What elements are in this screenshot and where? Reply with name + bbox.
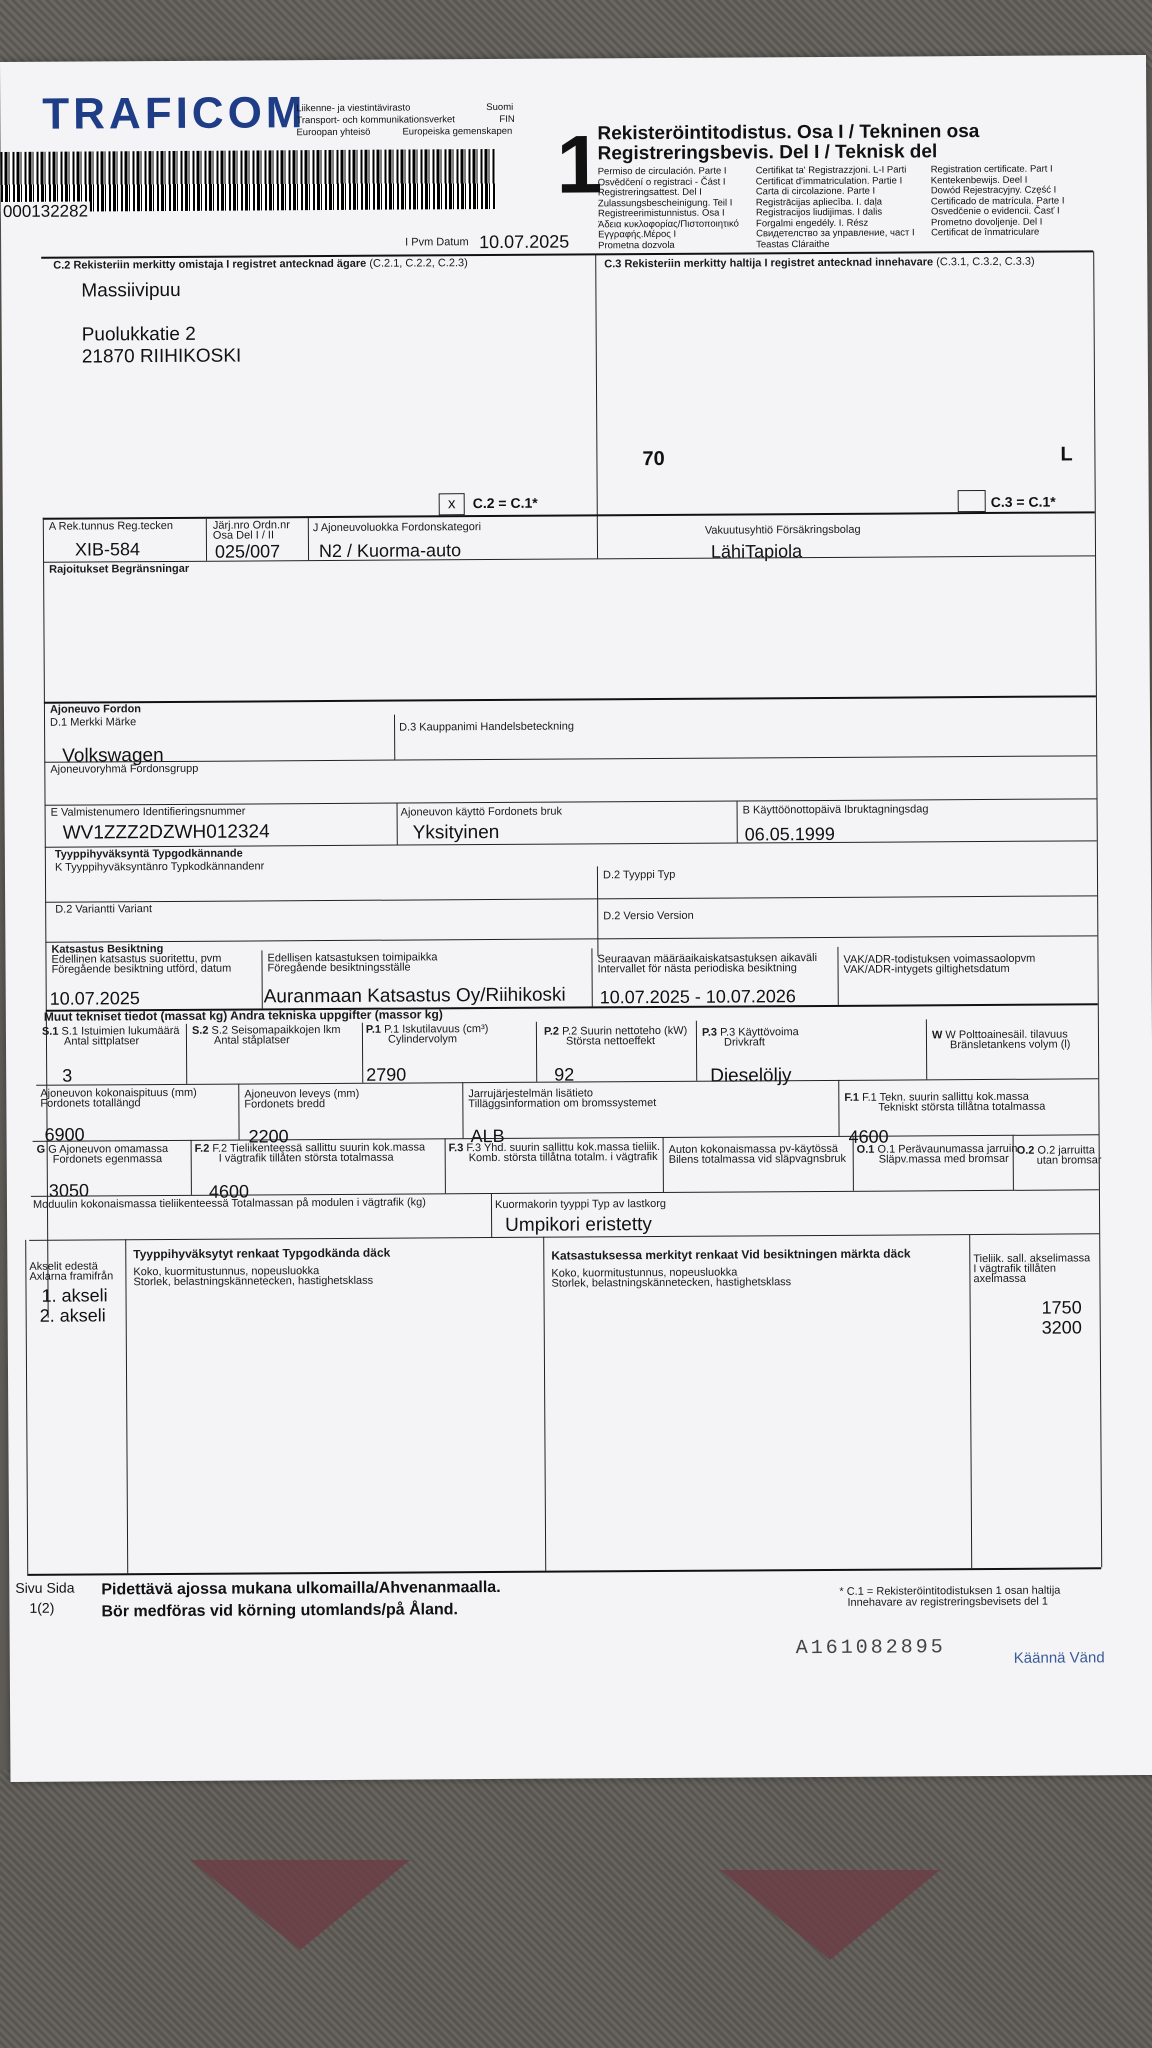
p3-label: Drivkraft [723,1036,765,1049]
type-tires-header: Tyyppihyväksytyt renkaat Typgodkända däck [133,1245,391,1262]
notice-fi: Pidettävä ajossa mukana ulkomailla/Ahvenanmaalla. [101,1578,501,1599]
last-inspection-label: Föregående besiktning utförd, datum [51,962,232,976]
f3-label: Komb. största tillåtna totalm. i vägtrafik [468,1151,658,1165]
title-fi: Rekisteröintitodistus. Osa I / Tekninen osa [597,121,980,145]
reg-value: XIB-584 [74,539,141,560]
reg-label: A Rek.tunnus Reg.tecken [48,519,174,533]
o1-label: O.1 O.1 Perävaunumassa jarruin [856,1142,1018,1156]
fabric-pattern [190,1860,410,1950]
next-inspection-value: 10.07.2025 - 10.07.2026 [599,986,796,1008]
f1-label: Tekniskt största tillåtna totalmassa [878,1100,1046,1114]
make-value: Volkswagen [62,745,164,767]
inspection-place-value: Auranmaan Katsastus Oy/Riihikoski [263,984,566,1008]
brake-label: Tilläggsinformation om bromssystemet [468,1097,657,1111]
p3-value: Dieselöljy [710,1065,792,1087]
adr-label: VAK/ADR-intygets giltighetsdatum [843,962,1010,976]
width-value: 2200 [248,1126,289,1147]
notice-sv: Bör medföras vid körning utomlands/på Åland. [101,1601,458,1621]
type-label: D.2 Tyyppi Typ [602,868,676,882]
date-label: I Pvm Datum [405,236,469,249]
fabric-background-bottom [0,1770,1152,2048]
axle-mass-label: I vägtrafik tillåten [973,1262,1056,1276]
body-label: Kuormakorin tyyppi Typ av lastkorg [494,1197,667,1211]
axle-mass-label: Tieliik. sall. akselimassa [973,1252,1091,1266]
owner-equals-checkbox: x [439,493,465,515]
page-label: Sivu Sida [15,1579,75,1596]
next-inspection-label: Seuraavan määräaikaiskatsastuksen aikaväli [597,952,818,966]
holder-equals-label: C.3 = C.1* [990,493,1056,510]
g-label: Fordonets egenmassa [52,1153,163,1166]
p2-label: P.2 P.2 Suurin nettoteho (kW) [543,1024,688,1038]
version-label: D.2 Versio Version [603,909,694,923]
insurance-label: Vakuutusyhtiö Försäkringsbolag [704,523,861,537]
body-value: Umpikori eristetty [505,1214,652,1236]
category-value: N2 / Kuorma-auto [318,540,462,562]
s2-label: Antal ståplatser [213,1034,290,1047]
inspected-tires-sub: Storlek, belastningskännetecken, hastighetsklass [551,1276,792,1290]
next-inspection-label: Intervallet för nästa periodiska besiktning [597,962,797,976]
part-number: 1 [556,119,603,211]
insurance-value: LähiTapiola [710,541,803,562]
type-number-label: K Tyyppihyväksyntänro Typkodkännandenr [54,860,265,874]
p1-label: P.1 P.1 Iskutilavuus (cm³) [365,1023,489,1036]
type-section-label: Tyyppihyväksyntä Typgodkännande [54,847,243,861]
order-label: Järj.nro Ordn.nr [212,519,290,532]
owner-street: Puolukkatie 2 [81,323,196,346]
agency-line: Transport- och kommunikationsverket [296,114,455,127]
axles-label: Akselit edestä [29,1260,98,1273]
length-label: Fordonets totallängd [40,1097,141,1110]
axles-label: Axlarna framifrån [29,1270,114,1283]
g-label: G G Ajoneuvon omamassa [36,1142,169,1156]
inspected-tires-header: Katsastuksessa merkityt renkaat Vid besiktningen märkta däck [551,1246,911,1263]
type-tires-sub: Koko, kuormitustunnus, nopeusluokka [133,1265,320,1279]
p1-value: 2790 [366,1064,407,1085]
p2-value: 92 [554,1064,575,1085]
agency-country: FIN [499,113,515,125]
owner-city: 21870 RIIHIKOSKI [81,345,242,368]
registration-certificate [0,55,1152,1782]
holder-equals-checkbox [958,490,986,512]
adr-label: VAK/ADR-todistuksen voimassaolopvm [843,952,1036,966]
inspection-place-label: Föregående besiktningsställe [267,961,411,975]
p2-label: Största nettoeffekt [565,1035,656,1048]
technical-section-label: Muut tekniset tiedot (massat kg) Andra tekniska uppgifter (massor kg) [43,1007,443,1024]
axle-1-mass: 1750 [1041,1297,1082,1318]
length-value: 6900 [44,1124,85,1145]
translations-col1: Permiso de circulación. Parte I Osvědčení o registraci - Část I Registreringsattest. Del I Zulassungsbescheinigung. Teil I Registreerimistunnistus. Osa I Άδεια κυκλοφορίας/Πιστοποιητικό Εγγραφής.Μέρος I Prometna dozvola [597,165,739,251]
agency-country: Suomi [486,101,514,114]
date-value: 10.07.2025 [479,231,570,253]
order-value: 025/007 [214,541,281,562]
axle-2: 2. akseli [39,1305,106,1326]
traficom-logo: TRAFICOM [42,88,307,139]
trade-label: D.3 Kauppanimi Handelsbeteckning [399,720,574,734]
fabric-pattern [720,1870,940,1960]
combo-label: Bilens totalmassa vid släpvagnsbruk [668,1152,847,1166]
page-value: 1(2) [29,1599,55,1616]
p3-label: P.3 P.3 Käyttövoima [701,1026,799,1039]
footnote: Innehavare av registreringsbevisets del 1 [847,1595,1049,1609]
axle-2-mass: 3200 [1041,1317,1082,1338]
s1-label: Antal sittplatser [63,1035,140,1048]
restrictions-label: Rajoitukset Begränsningar [49,562,190,576]
owner-name: Massiivipuu [81,279,181,302]
vin-value: WV1ZZZ2DZWH012324 [62,821,270,844]
f2-label: F.2 F.2 Tieliikenteessä sallittu suurin kok.massa [194,1141,426,1155]
brake-label: Jarrujärjestelmän lisätieto [468,1087,594,1101]
turn-page-text: Käännä Vänd [1013,1649,1105,1667]
f2-value: 4600 [208,1181,250,1202]
serial-number: A161082895 [795,1636,946,1661]
holder-code-l: L [1060,443,1073,466]
vehicle-section-label: Ajoneuvo Fordon [49,703,142,716]
inspection-place-label: Edellisen katsastuksen toimipaikka [267,951,438,965]
last-inspection-label: Edellinen katsastus suoritettu, pvm [51,952,222,966]
first-reg-label: B Käyttöönottopäivä Ibruktagningsdag [742,803,929,817]
axle-1: 1. akseli [41,1285,108,1306]
agency-line: Liikenne- ja viestintävirasto [296,102,411,115]
f1-value: 4600 [848,1126,889,1147]
order-label: Osa Del I / II [212,529,275,542]
holder-code-70: 70 [642,447,665,471]
s2-label: S.2 S.2 Seisomapaikkojen lkm [191,1023,341,1037]
title-sv: Registreringsbevis. Del I / Teknisk del [597,141,938,165]
owner-equals-label: C.2 = C.1* [472,494,538,512]
f2-label: I vägtrafik tillåten största totalmassa [218,1151,394,1165]
last-inspection-value: 10.07.2025 [49,988,140,1009]
group-label: Ajoneuvoryhmä Fordonsgrupp [50,762,199,776]
module-label: Moduulin kokonaismassa tieliikenteessä Totalmassan på modulen i vägtrafik (kg) [32,1196,426,1211]
type-tires-sub: Storlek, belastningskännetecken, hastighetsklass [133,1274,374,1289]
brake-value: ALB [470,1125,505,1147]
inspection-section-label: Katsastus Besiktning [51,943,164,956]
translations-col2: Certifikat ta' Registrazzjoni. L-I Parti Certificat d'immatriculation. Partie I Carta di circolazione. Parte I Registrācijas apliecība. I. daļa Registracijos liudijimas. I dalis Forgalmi engedély. I. Rész Свидетелство за управление, част I Teastas Cláraithe [755,164,915,250]
p1-label: Cylindervolym [387,1033,458,1046]
w-label: W W Polttoainesäil. tilavuus [931,1028,1068,1042]
axle-mass-label: axelmassa [973,1272,1027,1286]
width-label: Fordonets bredd [244,1098,326,1111]
footnote: * C.1 = Rekisteröintitodistuksen 1 osan haltija [839,1584,1061,1598]
first-reg-value: 06.05.1999 [744,823,835,845]
use-label: Ajoneuvon käyttö Fordonets bruk [400,805,563,819]
o2-label: O.2 O.2 jarruitta [1016,1144,1095,1157]
owner-label: C.2 Rekisteriin merkitty omistaja I registret antecknad ägare (C.2.1, C.2.2, C.2.3) [53,257,468,272]
s1-label: S.1 S.1 Istuimien lukumäärä [41,1024,180,1038]
category-label: J Ajoneuvoluokka Fordonskategori [312,521,482,535]
width-label: Ajoneuvon leveys (mm) [244,1087,360,1101]
f1-label: F.1 F.1 Tekn. suurin sallittu kok.massa [844,1090,1029,1104]
agency-line: Euroopan yhteisö [296,126,371,139]
f3-label: F.3 F.3 Yhd. suurin sallittu kok.massa tieliik. [448,1140,661,1155]
barcode-number: 000132282 [1,201,90,222]
length-label: Ajoneuvon kokonaispituus (mm) [40,1086,197,1100]
o2-label: utan bromsar [1036,1154,1102,1167]
inspected-tires-sub: Koko, kuormitustunnus, nopeusluokka [551,1266,738,1280]
combo-label: Auton kokonaismassa pv-käytössä [668,1142,839,1156]
w-label: Bränsletankens volym (l) [949,1038,1071,1052]
make-label: D.1 Merkki Märke [50,716,137,729]
s1-value: 3 [62,1065,73,1086]
vin-label: E Valmistenumero Identifieringsnummer [50,805,246,819]
holder-label: C.3 Rekisteriin merkitty haltija I registret antecknad innehavare (C.3.1, C.3.2, C.3.3) [604,255,1035,271]
translations-col3: Registration certificate. Part I Kentekenbewijs. Deel I Dowód Rejestracyjny. Część I Certificado de matrícula. Parte I Osvedčenie o evidencii. Časť I Prometno dovoljenje. Del I Certificat de înmatriculare [930,163,1065,239]
g-value: 3050 [48,1180,90,1201]
o1-label: Släpv.massa med bromsar [878,1152,1009,1166]
use-value: Yksityinen [412,821,500,844]
variant-label: D.2 Variantti Variant [55,903,153,916]
agency-country: Europeiska gemenskapen [402,125,513,138]
